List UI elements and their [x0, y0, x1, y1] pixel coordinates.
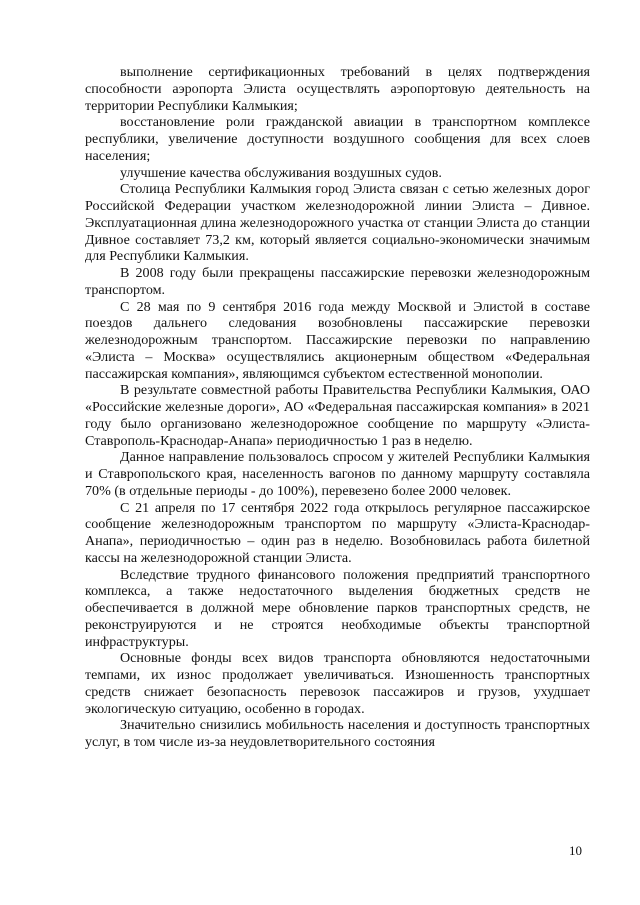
paragraph-12: Значительно снизились мобильность населения и доступность транспортных услуг, в том числе из-за неудовлетворительного состояния: [85, 717, 590, 750]
paragraph-8: Данное направление пользовалось спросом у жителей Республики Калмыкия и Ставропольского края, населенность вагонов по данному маршруту составляла 70% (в отдельные периоды - до 100%), перевезено более 2000 человек.: [85, 449, 590, 499]
paragraph-10: Вследствие трудного финансового положения предприятий транспортного комплекса, а также недостаточного выделения бюджетных средств не обеспечивается в должной мере обновление парков транспортных средств, не реконструируются и не строятся необходимые объекты транспортной инфраструктуры.: [85, 566, 590, 650]
paragraph-11: Основные фонды всех видов транспорта обновляются недостаточными темпами, их износ продолжает увеличиваться. Изношенность транспортных средств снижает безопасность перевозок пассажиров и грузов, ухудшает экологическую ситуацию, особенно в городах.: [85, 650, 590, 717]
paragraph-4: Столица Республики Калмыкия город Элиста связан с сетью железных дорог Российской Федерации участком железнодорожной линии Элиста – Дивное. Эксплуатационная длина железнодорожного участка от станции Элиста до станции Дивное составляет 73,2 км, который является социально-экономически значимым для Республики Калмыкия.: [85, 181, 590, 265]
paragraph-7: В результате совместной работы Правительства Республики Калмыкия, ОАО «Российские железные дороги», АО «Федеральная пассажирская компания» в 2021 году было организовано железнодорожное сообщение по маршруту «Элиста-Ставрополь-Краснодар-Анапа» периодичностью 1 раз в неделю.: [85, 382, 590, 449]
paragraph-1: выполнение сертификационных требований в целях подтверждения способности аэропорта Элиста осуществлять аэропортовую деятельность на территории Республики Калмыкия;: [85, 64, 590, 114]
page-number: 10: [569, 843, 582, 858]
document-body: [85, 64, 590, 751]
paragraph-2: восстановление роли гражданской авиации в транспортном комплексе республики, увеличение доступности воздушного сообщения для всех слоев населения;: [85, 114, 590, 164]
paragraph-6: С 28 мая по 9 сентября 2016 года между Москвой и Элистой в составе поездов дальнего следования возобновлены пассажирские перевозки железнодорожным транспортом. Пассажирские перевозки по направлению «Элиста – Москва» осуществлялись акционерным обществом «Федеральная пассажирская компания», являющимся субъектом естественной монополии.: [85, 298, 590, 382]
paragraph-9: С 21 апреля по 17 сентября 2022 года открылось регулярное пассажирское сообщение железнодорожным транспортом по маршруту «Элиста-Краснодар-Анапа», периодичностью – один раз в неделю. Возобновилась работа билетной кассы на железнодорожной станции Элиста.: [85, 499, 590, 566]
paragraph-5: В 2008 году были прекращены пассажирские перевозки железнодорожным транспортом.: [85, 265, 590, 298]
paragraph-3: улучшение качества обслуживания воздушных судов.: [120, 164, 442, 181]
